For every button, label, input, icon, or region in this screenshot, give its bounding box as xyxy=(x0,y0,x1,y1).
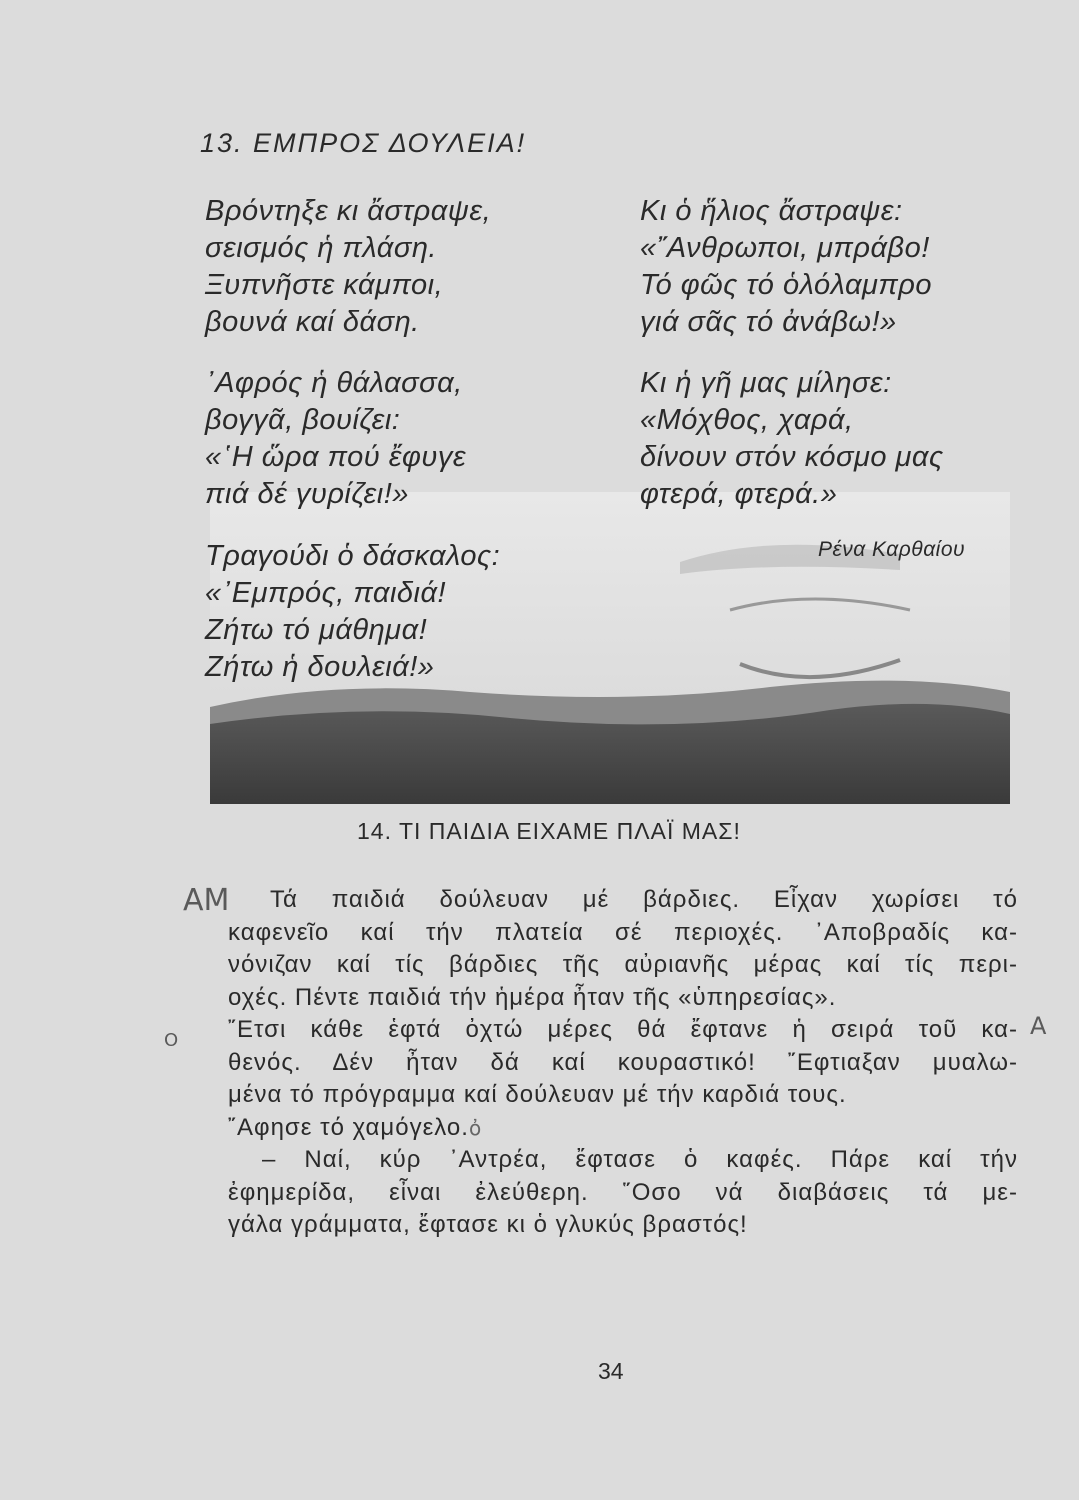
verse-line: δίνουν στόν κόσμο μας xyxy=(640,441,944,473)
verse-line: Ζήτω τό μάθημα! xyxy=(205,614,428,646)
inline-handwritten-mark: ὀ xyxy=(468,1115,483,1140)
verse-line: «Μόχθος, χαρά, xyxy=(640,404,854,436)
margin-note-o: Ο xyxy=(164,1030,179,1051)
story-line: Τά παιδιά δούλευαν μέ βάρδιες. Εἶχαν χωρίσει τό xyxy=(270,886,1018,913)
story-line xyxy=(228,1112,1018,1145)
story-line: οχές. Πέντε παιδιά τήν ἡμέρα ἦταν τῆς «ὑπηρεσίας». xyxy=(228,983,837,1011)
verse-line: «᾿Εμπρός, παιδιά! xyxy=(205,577,447,609)
story-title: 14. ΤΙ ΠΑΙΔΙΑ ΕΙΧΑΜΕ ΠΛΑΪ ΜΑΣ! xyxy=(357,818,741,844)
verse-line: Ζήτω ἡ δουλειά!» xyxy=(205,651,435,683)
story-line: νόνιζαν καί τίς βάρδιες τῆς αὐριανῆς μέρας καί τίς περι- xyxy=(228,951,1018,978)
verse-line: Τό φῶς τό ὁλόλαμπρο xyxy=(640,269,933,301)
verse-line: βογγᾶ, βουίζει: xyxy=(205,404,401,436)
verse-line: πιά δέ γυρίζει!» xyxy=(205,478,409,510)
margin-note-am: ΑΜ xyxy=(183,883,230,918)
verse-line: Κι ἡ γῆ μας μίλησε: xyxy=(640,367,892,399)
poem-left-stanza-1 xyxy=(205,193,491,341)
verse-line: Τραγούδι ὁ δάσκαλος: xyxy=(205,540,501,572)
verse-line: Βρόντηξε κι ἄστραψε, xyxy=(205,195,492,227)
verse-line: βουνά καί δάση. xyxy=(205,306,420,338)
story-line xyxy=(228,1079,1018,1112)
story-line: καφενεῖο καί τήν πλατεία σέ περιοχές. ᾿Αποβραδίς κα- xyxy=(228,918,1018,946)
verse-line: «῾Η ὥρα πού ἔφυγε xyxy=(205,441,467,473)
poem-left-stanza-2 xyxy=(205,365,466,513)
poem-right-stanza-1 xyxy=(640,193,932,341)
story-text xyxy=(228,884,1018,1242)
verse-line: Ξυπνῆστε κάμποι, xyxy=(205,269,444,301)
verse-line: Κι ὁ ἥλιος ἄστραψε: xyxy=(640,195,903,227)
margin-note-a: Α xyxy=(1030,1012,1047,1040)
verse-line: γιά σᾶς τό ἀνάβω!» xyxy=(640,306,897,338)
story-line: ἐφημερίδα, εἶναι ἐλεύθερη. ῞Οσο νά διαβάσεις τά με- xyxy=(228,1178,1018,1206)
poem-title: 13. ΕΜΠΡΟΣ ΔΟΥΛΕΙΑ! xyxy=(200,128,527,158)
story-line: γάλα γράμματα, ἔφτασε κι ὁ γλυκύς βραστός! xyxy=(228,1211,748,1238)
story-line-text: μένα τό πρόγραμμα καί δούλευαν μέ τήν καρδιά τους. xyxy=(228,1081,847,1108)
poem-left-stanza-3 xyxy=(205,538,500,686)
story-line: ῎Ετσι κάθε ἑφτά ὀχτώ μέρες θά ἔφτανε ἡ σειρά τοῦ κα- xyxy=(228,1016,1018,1043)
verse-line: φτερά, φτερά.» xyxy=(640,478,838,510)
story-line: – Ναί, κύρ ᾿Αντρέα, ἔφτασε ὁ καφές. Πάρε καί τήν xyxy=(262,1146,1018,1173)
story-line-text: ῎Αφησε τό χαμόγελο. xyxy=(228,1113,469,1141)
story-line: θενός. Δέν ἦταν δά καί κουραστικό! ῎Εφτιαξαν μυαλω- xyxy=(228,1048,1018,1076)
poem-author: Ρένα Καρθαίου xyxy=(818,538,966,561)
verse-line: σεισμός ἡ πλάση. xyxy=(205,232,437,264)
poem-right-stanza-2 xyxy=(640,365,944,513)
verse-line: «῎Ανθρωποι, μπράβο! xyxy=(640,232,930,264)
page-number: 34 xyxy=(598,1358,624,1384)
verse-line: ᾿Αφρός ἡ θάλασσα, xyxy=(205,367,463,399)
